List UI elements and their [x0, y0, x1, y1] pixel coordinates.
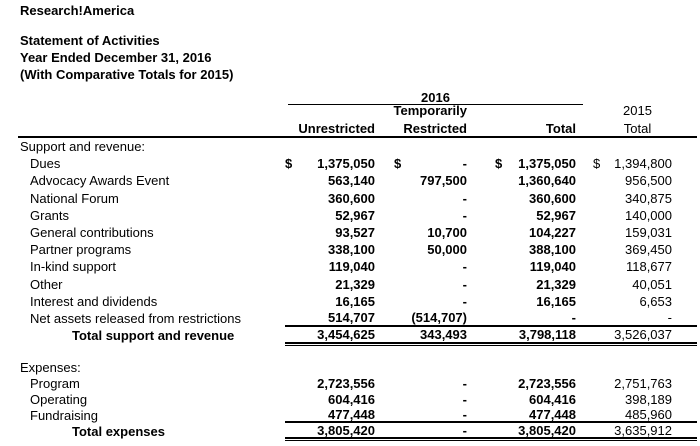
amount: 338,100 — [328, 242, 375, 258]
statement-subtitle-block — [20, 32, 233, 83]
amount: 477,448 — [328, 406, 375, 422]
amount: 485,960 — [625, 406, 672, 422]
cell-2015-total — [578, 224, 697, 241]
cell-temporarily-restricted — [375, 224, 470, 241]
cell-temporarily-restricted — [375, 190, 470, 207]
amount: 16,165 — [536, 293, 576, 309]
table-row — [18, 241, 697, 258]
cell-temporarily-restricted — [375, 310, 470, 325]
table-row — [18, 375, 697, 391]
amount: 52,967 — [335, 207, 375, 223]
row-label: Operating — [30, 391, 88, 407]
table-row — [18, 224, 697, 241]
row-values — [285, 190, 697, 207]
amount: 388,100 — [529, 242, 576, 258]
row-label: In-kind support — [30, 259, 116, 275]
amount: 1,360,640 — [518, 173, 576, 189]
amount: 956,500 — [625, 173, 672, 189]
cell-unrestricted — [285, 155, 375, 172]
dollar-sign: $ — [394, 156, 402, 172]
amount: - — [462, 375, 467, 391]
amount: 360,600 — [328, 190, 375, 206]
column-header-total: Total — [545, 121, 576, 136]
cell-temporarily-restricted — [375, 276, 470, 293]
amount: 340,875 — [625, 190, 672, 206]
amount: 21,329 — [335, 276, 375, 292]
cell-total — [470, 207, 578, 224]
dollar-sign: $ — [593, 156, 601, 172]
cell-total — [470, 327, 578, 342]
dollar-sign: $ — [285, 156, 293, 172]
amount: 1,375,050 — [317, 156, 375, 172]
row-values — [285, 172, 697, 189]
table-row — [18, 190, 697, 207]
cell-unrestricted — [285, 423, 375, 437]
amount: 2,723,556 — [518, 375, 576, 391]
spacer — [18, 118, 285, 136]
cell-2015-total — [578, 207, 697, 224]
amount: 604,416 — [529, 391, 576, 407]
statement-org-title: Research!America — [20, 3, 135, 18]
row-values — [285, 407, 697, 423]
cell-2015-total — [578, 375, 697, 391]
amount: - — [462, 293, 467, 309]
spacer — [18, 105, 285, 118]
cell-unrestricted — [285, 276, 375, 293]
row-values — [285, 207, 697, 224]
table-row — [18, 172, 697, 189]
section-heading-row — [18, 138, 697, 155]
row-values — [285, 241, 697, 258]
table-row — [18, 391, 697, 407]
total-row-label: Total expenses — [72, 423, 165, 439]
cell-2015-total — [578, 241, 697, 258]
cell-unrestricted — [285, 407, 375, 421]
cell-2015-total — [578, 258, 697, 275]
table-row — [18, 207, 697, 224]
cell-unrestricted — [285, 327, 375, 342]
cell-total — [470, 310, 578, 325]
row-label: Partner programs — [30, 242, 132, 258]
amount: 3,805,420 — [518, 422, 576, 438]
cell-temporarily-restricted — [375, 293, 470, 310]
row-label: Other — [30, 276, 63, 292]
column-header-row-top — [18, 105, 697, 118]
year-group-row — [18, 91, 697, 105]
table-row — [18, 310, 697, 327]
amount: 3,635,912 — [614, 422, 672, 438]
total-row-values — [285, 423, 697, 439]
spacer — [470, 105, 578, 118]
cell-temporarily-restricted — [375, 423, 470, 437]
amount: 398,189 — [625, 391, 672, 407]
section-heading: Expenses: — [20, 359, 81, 375]
amount: 93,527 — [335, 225, 375, 241]
cell-unrestricted — [285, 258, 375, 275]
amount: 3,798,118 — [518, 327, 576, 343]
amount: 604,416 — [328, 391, 375, 407]
amount: - — [667, 309, 672, 325]
amount: (514,707) — [411, 309, 467, 325]
amount: 563,140 — [328, 173, 375, 189]
amount: 1,375,050 — [518, 156, 576, 172]
cell-2015-total — [578, 391, 697, 407]
amount: - — [462, 207, 467, 223]
cell-total — [470, 190, 578, 207]
amount: 3,526,037 — [614, 327, 672, 343]
cell-total — [470, 276, 578, 293]
cell-2015-total — [578, 155, 697, 172]
amount: - — [462, 156, 467, 172]
amount: - — [462, 422, 467, 438]
amount: - — [462, 190, 467, 206]
amount: 369,450 — [625, 242, 672, 258]
row-label: Fundraising — [30, 407, 98, 423]
cell-total — [470, 224, 578, 241]
cell-temporarily-restricted — [375, 327, 470, 342]
cell-unrestricted — [285, 190, 375, 207]
amount: 6,653 — [639, 293, 672, 309]
cell-total — [470, 172, 578, 189]
cell-temporarily-restricted — [375, 207, 470, 224]
statement-title: Statement of Activities — [20, 33, 160, 48]
cell-unrestricted — [285, 310, 375, 325]
amount: 50,000 — [427, 242, 467, 258]
table-row — [18, 276, 697, 293]
amount: 2,751,763 — [614, 375, 672, 391]
section-heading-row — [18, 359, 697, 375]
row-label: Grants — [30, 207, 70, 223]
amount: 119,040 — [328, 259, 375, 275]
amount: - — [462, 276, 467, 292]
statement-table — [18, 91, 697, 439]
amount: 514,707 — [328, 309, 375, 325]
cell-total — [470, 241, 578, 258]
column-header-2015: 2015 — [623, 103, 652, 118]
amount: - — [462, 406, 467, 422]
cell-2015-total — [578, 310, 697, 325]
row-values — [285, 276, 697, 293]
cell-unrestricted — [285, 241, 375, 258]
cell-2015-total — [578, 327, 697, 342]
cell-2015-total — [578, 172, 697, 189]
amount: 21,329 — [536, 276, 576, 292]
total-row — [18, 327, 697, 344]
cell-2015-total — [578, 276, 697, 293]
row-label: Interest and dividends — [30, 293, 158, 309]
amount: 360,600 — [529, 190, 576, 206]
amount: - — [462, 259, 467, 275]
amount: 119,040 — [529, 259, 576, 275]
table-row — [18, 155, 697, 172]
total-row-label: Total support and revenue — [72, 328, 235, 344]
cell-total — [470, 293, 578, 310]
column-header-unrestricted: Unrestricted — [298, 121, 375, 136]
amount: - — [571, 309, 576, 325]
row-values — [285, 155, 697, 172]
section-gap — [18, 344, 697, 359]
amount: 104,227 — [529, 225, 576, 241]
row-label: Program — [30, 375, 80, 391]
row-values — [285, 258, 697, 275]
row-values — [285, 391, 697, 407]
cell-temporarily-restricted — [375, 407, 470, 421]
cell-total — [470, 155, 578, 172]
cell-unrestricted — [285, 224, 375, 241]
spacer — [18, 91, 288, 105]
row-label: Net assets released from restrictions — [30, 310, 241, 326]
cell-2015-total — [578, 190, 697, 207]
cell-total — [470, 407, 578, 421]
amount: 2,723,556 — [317, 375, 375, 391]
table-row — [18, 407, 697, 423]
amount: 3,805,420 — [317, 422, 375, 438]
dollar-sign: $ — [495, 156, 503, 172]
cell-total — [470, 423, 578, 437]
amount: 16,165 — [335, 293, 375, 309]
section-heading: Support and revenue: — [20, 139, 146, 155]
cell-total — [470, 258, 578, 275]
statement-period: Year Ended December 31, 2016 — [20, 50, 212, 65]
amount: 797,500 — [420, 173, 467, 189]
amount: 40,051 — [632, 276, 672, 292]
cell-2015-total — [578, 293, 697, 310]
total-row-values — [285, 327, 697, 344]
amount: 140,000 — [625, 207, 672, 223]
row-values — [285, 224, 697, 241]
table-row — [18, 258, 697, 275]
column-header-row-bottom — [18, 118, 697, 138]
cell-temporarily-restricted — [375, 258, 470, 275]
cell-unrestricted — [285, 375, 375, 391]
row-values — [285, 293, 697, 310]
cell-temporarily-restricted — [375, 241, 470, 258]
row-label: Dues — [30, 156, 61, 172]
cell-temporarily-restricted — [375, 375, 470, 391]
column-header-2015-total: Total — [623, 121, 652, 136]
cell-unrestricted — [285, 172, 375, 189]
cell-2015-total — [578, 407, 697, 421]
cell-total — [470, 375, 578, 391]
row-values — [285, 375, 697, 391]
year-group-header: 2016 — [288, 91, 583, 105]
statement-comparative-note: (With Comparative Totals for 2015) — [20, 67, 234, 82]
cell-temporarily-restricted — [375, 155, 470, 172]
cell-unrestricted — [285, 293, 375, 310]
total-row — [18, 423, 697, 439]
amount: - — [462, 391, 467, 407]
amount: 159,031 — [625, 225, 672, 241]
amount: 10,700 — [427, 225, 467, 241]
amount: 477,448 — [529, 406, 576, 422]
amount: 343,493 — [420, 327, 467, 343]
cell-unrestricted — [285, 207, 375, 224]
spacer — [285, 105, 375, 118]
cell-unrestricted — [285, 391, 375, 407]
column-header-restricted: Restricted — [403, 121, 467, 136]
row-label: General contributions — [30, 225, 154, 241]
amount: 52,967 — [536, 207, 576, 223]
column-header-temporarily: Temporarily — [393, 103, 467, 118]
table-row — [18, 293, 697, 310]
row-label: Advocacy Awards Event — [30, 173, 170, 189]
amount: 118,677 — [625, 259, 672, 275]
cell-temporarily-restricted — [375, 391, 470, 407]
row-label: National Forum — [30, 190, 119, 206]
row-values — [285, 310, 697, 327]
amount: 3,454,625 — [317, 327, 375, 343]
cell-total — [470, 391, 578, 407]
amount: 1,394,800 — [614, 156, 672, 172]
cell-2015-total — [578, 423, 697, 437]
cell-temporarily-restricted — [375, 172, 470, 189]
